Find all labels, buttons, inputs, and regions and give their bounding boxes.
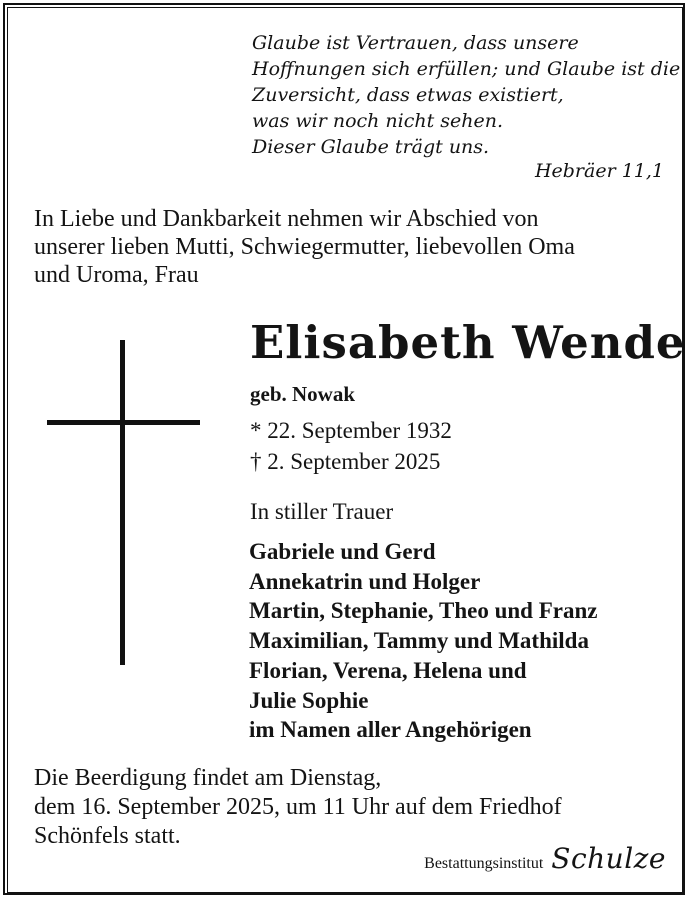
verse-line: Glaube ist Vertrauen, dass unsere	[252, 32, 579, 54]
funeral-line: Die Beerdigung findet am Dienstag,	[34, 765, 382, 791]
intro-text	[34, 205, 664, 289]
undertaker-label: Bestattungsinstitut	[424, 855, 544, 872]
verse-line: Zuversicht, dass etwas existiert,	[252, 84, 564, 106]
funeral-notice	[34, 764, 562, 851]
bible-verse	[252, 30, 681, 160]
funeral-line: dem 16. September 2025, um 11 Uhr auf dem Friedhof	[34, 794, 562, 820]
undertaker-logo: Schulze	[551, 842, 666, 875]
mourner-name: Gabriele und Gerd	[249, 539, 436, 564]
verse-reference: Hebräer 11,1	[534, 160, 664, 182]
mourner-name: Florian, Verena, Helena und	[249, 657, 527, 683]
birth-date: * 22. September 1932	[250, 418, 452, 443]
mourner-name: im Namen aller Angehörigen	[249, 717, 532, 743]
intro-line: und Uroma, Frau	[34, 262, 199, 288]
mourning-heading: In stiller Trauer	[250, 499, 394, 524]
verse-line: was wir noch nicht sehen.	[252, 110, 504, 132]
verse-line: Hoffnungen sich erfüllen; und Glaube ist die	[252, 58, 681, 80]
mourner-name: Maximilian, Tammy und Mathilda	[249, 628, 589, 654]
intro-line: In Liebe und Dankbarkeit nehmen wir Abschied von	[34, 206, 539, 232]
cross-horizontal-bar	[47, 420, 200, 425]
deceased-name: Elisabeth Wende	[250, 316, 686, 369]
death-date: † 2. September 2025	[250, 449, 441, 474]
mourner-list	[249, 537, 597, 745]
mourner-name: Martin, Stephanie, Theo und Franz	[249, 598, 598, 624]
maiden-name: geb. Nowak	[250, 382, 356, 406]
verse-line: Dieser Glaube trägt uns.	[252, 136, 490, 158]
undertaker-credit	[424, 842, 666, 875]
intro-line: unserer lieben Mutti, Schwiegermutter, liebevollen Oma	[34, 234, 575, 260]
mourner-name: Julie Sophie	[249, 687, 369, 713]
cross-vertical-bar	[120, 340, 125, 665]
mourner-name: Annekatrin und Holger	[249, 568, 481, 594]
funeral-line: Schönfels statt.	[34, 823, 181, 849]
